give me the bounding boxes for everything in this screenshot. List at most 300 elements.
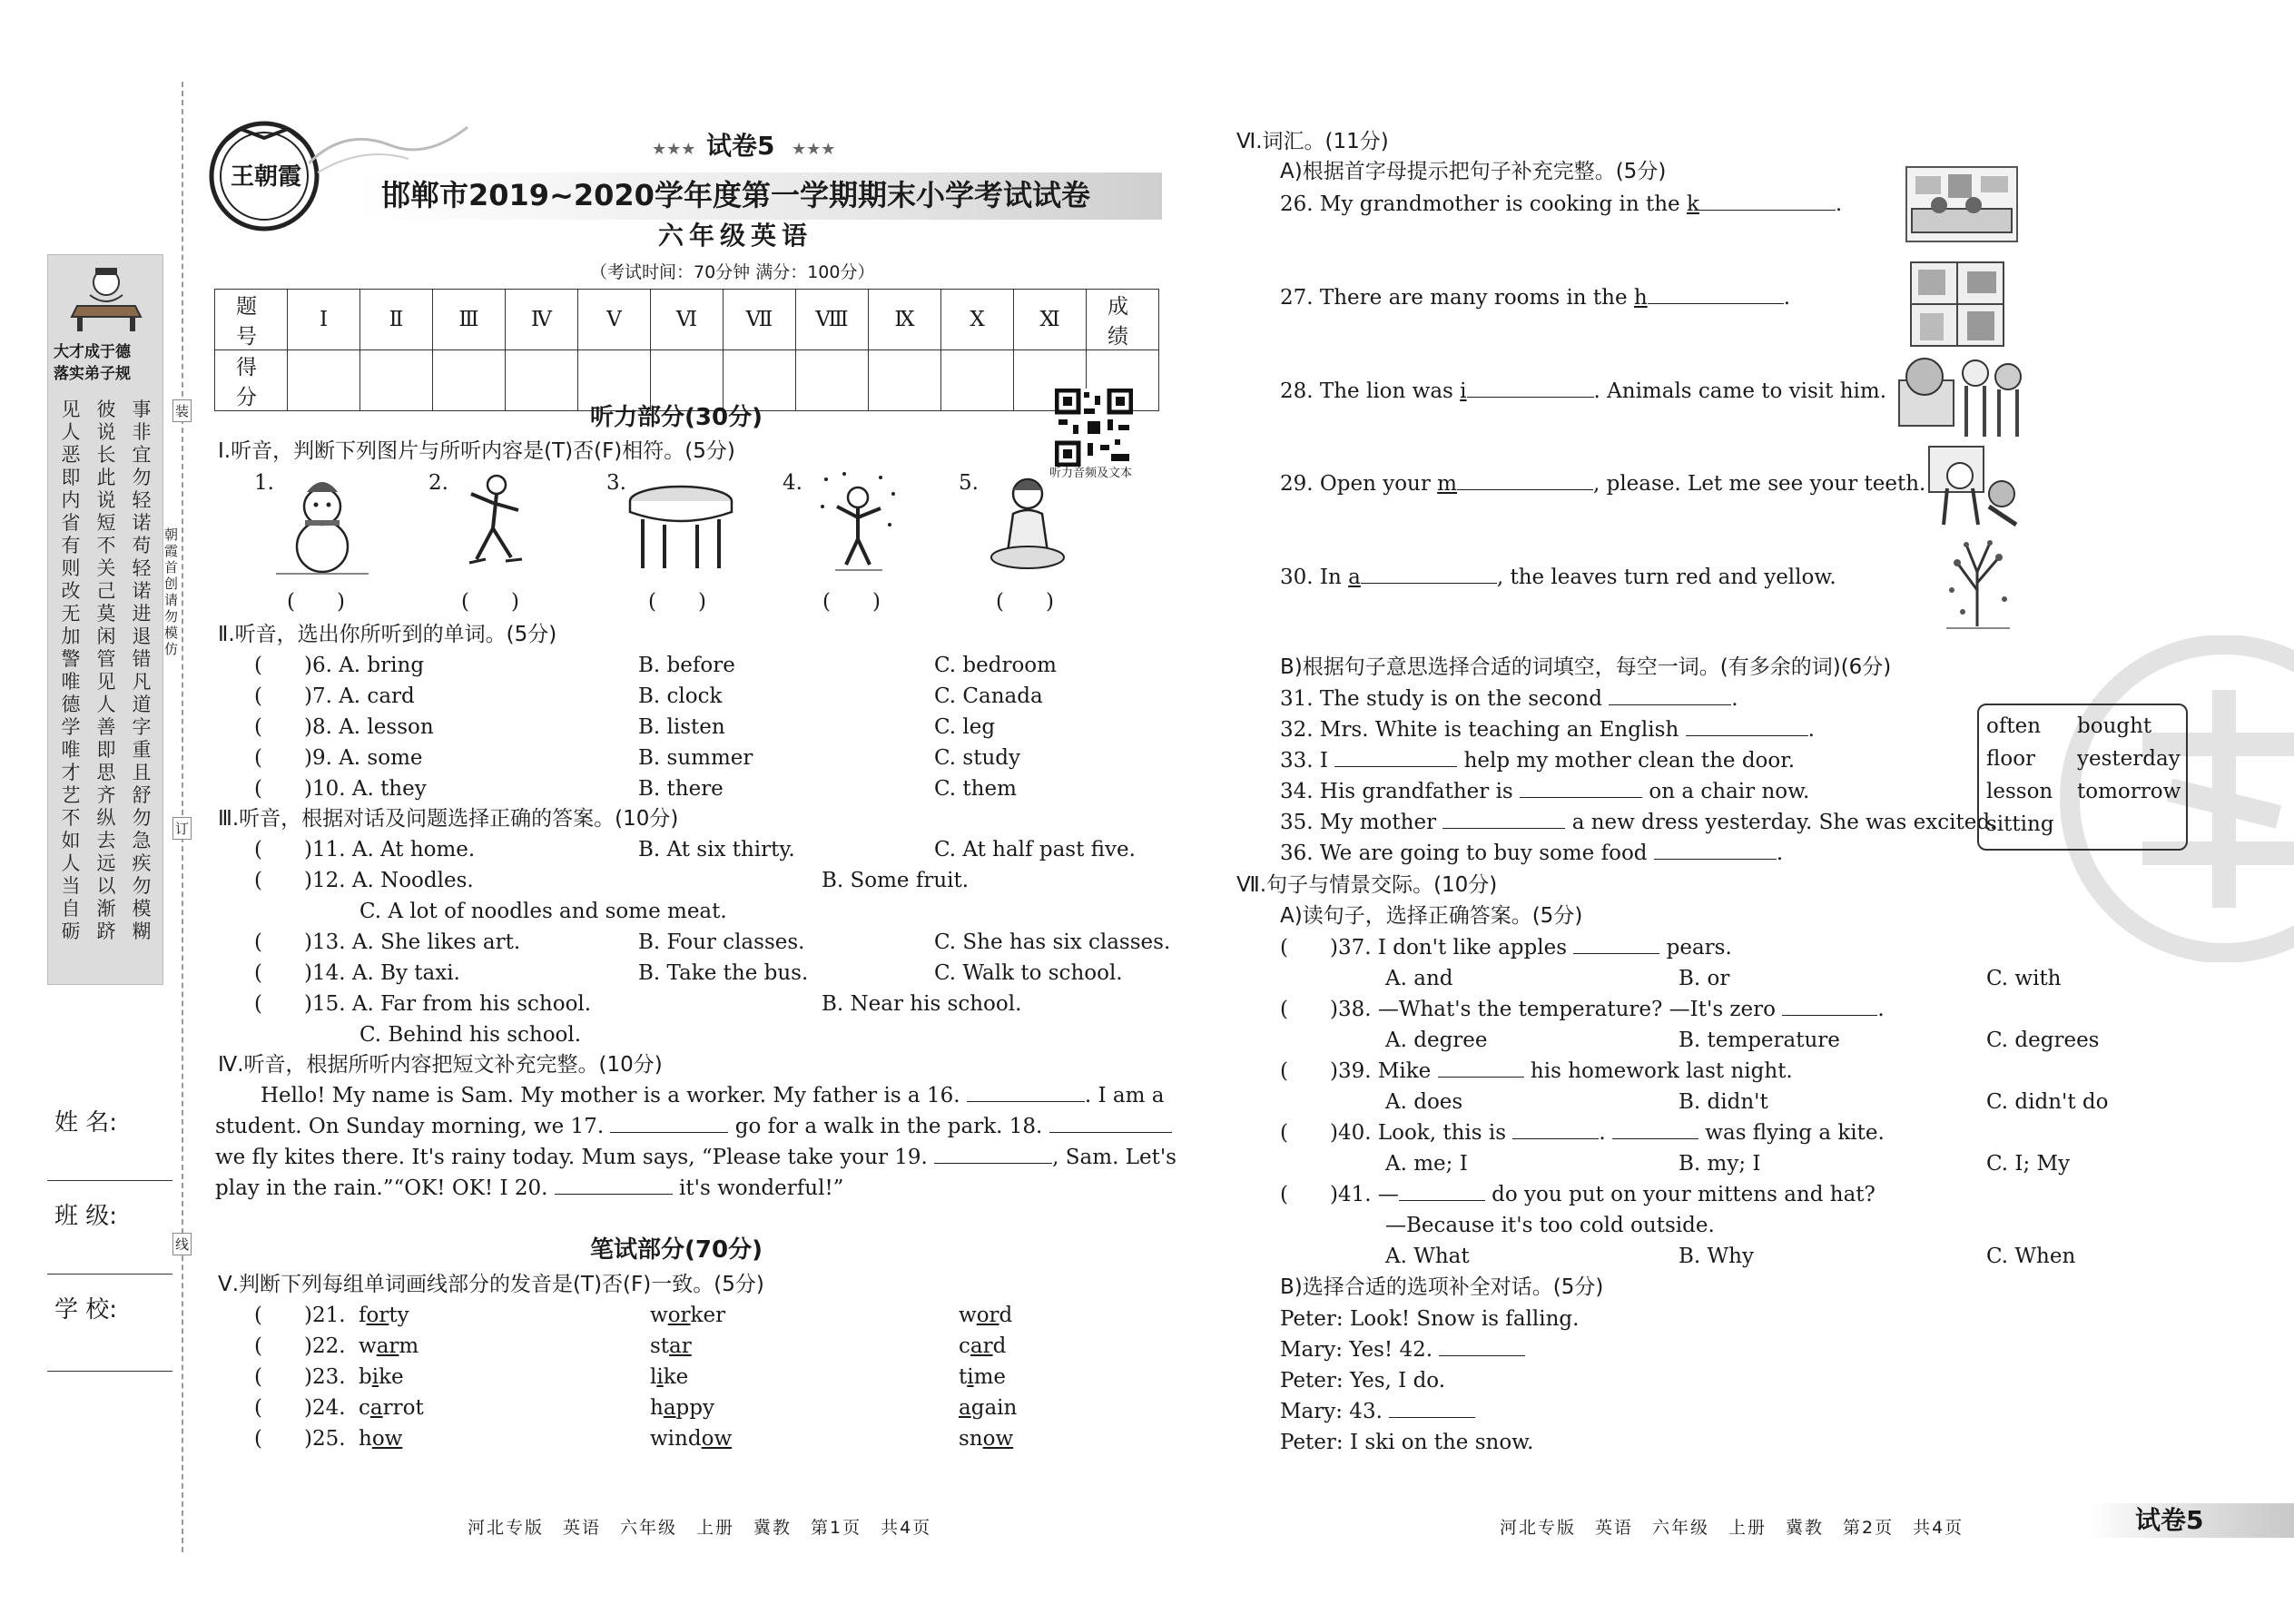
q41-end: do you put on your mittens and hat?: [1492, 1183, 1876, 1206]
q13-option-c: C. She has six classes.: [934, 930, 1171, 954]
score-header-cell: Ⅷ: [796, 290, 869, 350]
dialogue-line-2: [1280, 1336, 1525, 1363]
blank-40a[interactable]: [1512, 1119, 1599, 1139]
q31-end: .: [1731, 687, 1738, 711]
underlined-part: a: [369, 1396, 383, 1420]
name-line[interactable]: [47, 1180, 172, 1181]
word-part: d: [999, 1304, 1013, 1327]
motto-column-3: 事非宜勿轻诺苟轻诺进退错凡道字重且舒勿急疾勿模糊: [132, 399, 152, 942]
motto-column-1: 见人恶即内省有则改无加警唯德学唯才艺不如人当自砺: [61, 399, 81, 942]
passage-line-1: [261, 1082, 1164, 1109]
phonics-word-3: [959, 1425, 1013, 1452]
dialogue-line-3: Peter: Yes, I do.: [1280, 1369, 1446, 1393]
q41-option-b: B. Why: [1679, 1245, 1754, 1268]
section-4-title: Ⅳ.听音，根据所听内容把短文补充完整。(10分): [218, 1053, 663, 1077]
q10-option-b: B. there: [638, 777, 724, 801]
logo-text: 王朝霞: [231, 163, 302, 191]
score-table-score-row: [215, 350, 1159, 411]
q36-text: 36. We are going to buy some food: [1280, 842, 1648, 865]
word-part: st: [650, 1334, 670, 1358]
word: [959, 1365, 1006, 1389]
q14-option-c: C. Walk to school.: [934, 961, 1123, 985]
answer-paren-4[interactable]: ( ): [822, 590, 881, 614]
exam-subtitle: 六年级英语: [658, 221, 813, 251]
q35-text: 35. My mother: [1280, 811, 1437, 834]
q36: [1280, 840, 1783, 867]
word-part: w: [359, 1334, 377, 1358]
score-cell[interactable]: [724, 350, 796, 411]
q9-option-b: B. summer: [638, 746, 753, 770]
phonics-word-3: [959, 1333, 1006, 1360]
word-part: me: [973, 1365, 1007, 1389]
blank-20[interactable]: [555, 1175, 673, 1195]
score-cell[interactable]: [433, 350, 506, 411]
stars-right: ★★★: [792, 140, 836, 159]
q7-option-c: C. Canada: [934, 684, 1043, 708]
phonics-question-number[interactable]: ( )21.: [254, 1304, 346, 1327]
q26-end: .: [1835, 192, 1843, 216]
dialogue-line-4: [1280, 1398, 1475, 1425]
q31: [1280, 685, 1738, 713]
paper-number: 试卷5: [706, 131, 775, 161]
passage-text: go for a walk in the park. 18.: [734, 1115, 1043, 1138]
word-part: ppy: [675, 1396, 714, 1420]
score-cell[interactable]: [869, 350, 941, 411]
word-part: ke: [379, 1365, 404, 1389]
q11-option-c: C. At half past five.: [934, 838, 1136, 861]
phonics-question-number[interactable]: ( )24.: [254, 1396, 346, 1420]
picture-number-1: 1.: [254, 471, 274, 495]
word-part: c: [359, 1396, 370, 1420]
score-header-cell: Ⅺ: [1014, 290, 1087, 350]
score-table: [214, 289, 1159, 411]
score-cell[interactable]: [288, 350, 360, 411]
footer-paper-tag: 试卷5: [2135, 1505, 2204, 1535]
q34-text: 34. His grandfather is: [1280, 780, 1513, 803]
slogan-1: 大才成于德: [54, 343, 131, 361]
q27-end: .: [1783, 286, 1791, 310]
q14-option-b: B. Take the bus.: [638, 961, 809, 985]
answer-paren-5[interactable]: ( ): [996, 590, 1054, 614]
section-6-title: Ⅵ.词汇。(11分): [1236, 130, 1389, 153]
ribbon-decoration: [309, 109, 472, 182]
score-header-cell: Ⅸ: [869, 290, 941, 350]
q38-option-a: A. degree: [1385, 1029, 1488, 1052]
word-option: bought: [2077, 714, 2152, 738]
passage-line-4: [215, 1175, 843, 1202]
blank-28[interactable]: [1467, 378, 1594, 398]
dialogue-line-5: Peter: I ski on the snow.: [1280, 1431, 1534, 1454]
underlined-part: a: [663, 1396, 676, 1420]
answer-paren-2[interactable]: ( ): [461, 590, 519, 614]
underlined-part: i: [656, 1365, 664, 1389]
q32-text: 32. Mrs. White is teaching an English: [1280, 718, 1679, 742]
q26-text: 26. My grandmother is cooking in the: [1280, 192, 1687, 216]
q26: [1280, 191, 1842, 218]
score-cell[interactable]: [506, 350, 578, 411]
q15-option-c: C. Behind his school.: [359, 1023, 582, 1047]
q41-text: ( )41. —: [1280, 1183, 1399, 1206]
q34-end: on a chair now.: [1649, 780, 1810, 803]
name-label: 姓 名:: [54, 1109, 118, 1137]
q33-text: 33. I: [1280, 749, 1328, 773]
underlined-part: or: [976, 1304, 999, 1327]
q30: [1280, 564, 1836, 591]
q32: [1280, 716, 1815, 743]
word-part: c: [959, 1334, 970, 1358]
underlined-part: ow: [701, 1427, 733, 1451]
word-option: tomorrow: [2077, 780, 2181, 803]
underlined-part: a: [959, 1396, 971, 1420]
q10-option-c: C. them: [934, 777, 1017, 801]
score-header-cell: Ⅳ: [506, 290, 578, 350]
score-header-cell: Ⅰ: [288, 290, 360, 350]
word-part: ker: [690, 1304, 726, 1327]
section-5-title: Ⅴ.判断下列每组单词画线部分的发音是(T)否(F)一致。(5分): [218, 1273, 764, 1296]
score-cell[interactable]: [651, 350, 724, 411]
picture-number-2: 2.: [428, 471, 448, 495]
word-part: h: [650, 1396, 664, 1420]
school-label: 学 校:: [54, 1296, 118, 1324]
score-cell[interactable]: [796, 350, 869, 411]
section-7-title: Ⅶ.句子与情景交际。(10分): [1236, 873, 1498, 897]
section-1-title: Ⅰ.听音，判断下列图片与所听内容是(T)否(F)相符。(5分): [218, 439, 735, 463]
q37-option-c: C. with: [1986, 967, 2062, 990]
phonics-word-1: [359, 1333, 418, 1360]
q37-option-a: A. and: [1385, 967, 1453, 990]
picture-number-5: 5.: [959, 471, 979, 495]
q28: [1280, 378, 1886, 405]
section-7b-title: B)选择合适的选项补全对话。(5分): [1280, 1275, 1604, 1299]
word-option: yesterday: [2077, 747, 2181, 771]
word: [959, 1396, 1017, 1420]
q15-option-a: ( )15. A. Far from his school.: [254, 992, 592, 1016]
score-table-header-row: [215, 290, 1159, 350]
answer-paren-1[interactable]: ( ): [287, 590, 345, 614]
passage-text: , Sam. Let's: [1052, 1146, 1177, 1169]
passage-text: it's wonderful!”: [679, 1176, 844, 1200]
blank-43[interactable]: [1389, 1398, 1475, 1418]
passage-text: Hello! My name is Sam. My mother is a worker. My father is a 16.: [261, 1084, 960, 1107]
q10-option-a: ( )10. A. they: [254, 777, 427, 801]
phonics-word-2: [650, 1425, 732, 1452]
underlined-part: or: [667, 1304, 691, 1327]
q38-option-c: C. degrees: [1986, 1029, 2100, 1052]
q37-end: pears.: [1666, 936, 1732, 960]
score-cell[interactable]: [578, 350, 651, 411]
q29-text: 29. Open your: [1280, 472, 1438, 496]
score-header-cell: 题 号: [215, 290, 288, 350]
word-part: b: [359, 1365, 372, 1389]
q6-option-c: C. bedroom: [934, 654, 1057, 677]
section-7a-title: A)读句子，选择正确答案。(5分): [1280, 904, 1583, 928]
word-part: h: [359, 1427, 372, 1451]
blank-32[interactable]: [1686, 716, 1808, 736]
q41-reply: —Because it's too cold outside.: [1385, 1214, 1715, 1237]
section-3-title: Ⅲ.听音，根据对话及问题选择正确的答案。(10分): [218, 807, 679, 831]
binding-label-1: 装: [172, 399, 192, 422]
q38-end: .: [1877, 998, 1885, 1021]
q31-text: 31. The study is on the second: [1280, 687, 1602, 711]
footer-left: 河北专版 英语 六年级 上册 冀教 第1页 共4页: [468, 1518, 932, 1538]
q29-hint: m: [1437, 472, 1457, 496]
q32-end: .: [1807, 718, 1815, 742]
blank-39[interactable]: [1438, 1058, 1524, 1078]
word-part: ty: [389, 1304, 409, 1327]
word-part: w: [959, 1304, 977, 1327]
q41-option-c: C. When: [1986, 1245, 2076, 1268]
word-option: lesson: [1986, 780, 2053, 803]
blank-35[interactable]: [1442, 809, 1565, 829]
q30-end: , the leaves turn red and yellow.: [1496, 566, 1836, 589]
dialogue-line-1: Peter: Look! Snow is falling.: [1280, 1307, 1580, 1331]
score-header-cell: Ⅶ: [724, 290, 796, 350]
picture-number-3: 3.: [606, 471, 626, 495]
skater-picture: [458, 472, 531, 576]
q35-end: a new dress yesterday. She was excited.: [1571, 811, 1997, 834]
q9-option-c: C. study: [934, 746, 1020, 770]
q39-text: ( )39. Mike: [1280, 1059, 1432, 1083]
blank-19[interactable]: [934, 1144, 1052, 1164]
lion-animals-picture: [1894, 349, 2030, 445]
q8-option-b: B. listen: [638, 715, 725, 739]
q39-option-c: C. didn't do: [1986, 1090, 2109, 1114]
score-row-label: 得 分: [215, 350, 288, 411]
binding-label-2: 订: [172, 817, 192, 840]
word-option: sitting: [1986, 812, 2054, 836]
word-part: rrot: [382, 1396, 424, 1420]
blank-31[interactable]: [1609, 685, 1731, 705]
phonics-word-3: [959, 1302, 1012, 1329]
blank-36[interactable]: [1654, 840, 1777, 860]
class-line[interactable]: [47, 1274, 172, 1275]
word: [650, 1334, 692, 1358]
score-header-cell: Ⅱ: [360, 290, 433, 350]
word-option: often: [1986, 714, 2042, 738]
blank-26[interactable]: [1699, 191, 1836, 211]
q28-hint: i: [1460, 379, 1467, 403]
word: [650, 1304, 725, 1327]
word: [359, 1334, 418, 1358]
binding-label-3: 线: [172, 1233, 192, 1255]
passage-line-2: [215, 1113, 1172, 1140]
phonics-question-number[interactable]: ( )25.: [254, 1427, 346, 1451]
q33-end: help my mother clean the door.: [1463, 749, 1796, 773]
phonics-word-1: [359, 1302, 409, 1329]
underlined-part: i: [967, 1365, 974, 1389]
exam-title: 邯郸市2019~2020学年度第一学期期末小学考试试卷: [381, 178, 1090, 212]
q38-option-b: B. temperature: [1679, 1029, 1840, 1052]
dentist-picture: [1925, 443, 2025, 529]
q40-option-c: C. I; My: [1986, 1152, 2071, 1176]
word-part: wind: [650, 1427, 702, 1451]
underlined-part: i: [371, 1365, 379, 1389]
q8-option-a: ( )8. A. lesson: [254, 715, 434, 739]
blank-42[interactable]: [1439, 1336, 1525, 1356]
q39-option-b: B. didn't: [1679, 1090, 1768, 1114]
scholar-illustration: [64, 262, 148, 335]
autumn-tree-picture: [1939, 536, 2016, 631]
word-part: ke: [663, 1365, 689, 1389]
blank-30[interactable]: [1361, 564, 1497, 584]
blank-34[interactable]: [1520, 778, 1642, 798]
section-6b-title: B)根据句子意思选择合适的词填空，每空一词。(有多余的词)(6分): [1280, 655, 1892, 679]
kitchen-picture: [1903, 163, 2021, 245]
q40-mid: .: [1599, 1121, 1606, 1145]
underlined-part: or: [366, 1304, 389, 1327]
blank-27[interactable]: [1648, 284, 1784, 304]
phonics-question-number[interactable]: ( )23.: [254, 1365, 346, 1389]
q13-option-b: B. Four classes.: [638, 930, 805, 954]
q41-option-a: A. What: [1385, 1245, 1470, 1268]
dialogue-text: Mary: Yes! 42.: [1280, 1338, 1433, 1362]
q12-option-a: ( )12. A. Noodles.: [254, 869, 474, 892]
q11-option-b: B. At six thirty.: [638, 838, 795, 861]
passage-text: . I am a: [1084, 1084, 1165, 1107]
blank-37[interactable]: [1573, 934, 1659, 954]
q37-text: ( )37. I don't like apples: [1280, 936, 1567, 960]
q29: [1280, 470, 1925, 497]
dialogue-text: Mary: 43.: [1280, 1400, 1383, 1423]
round-table-picture: [626, 481, 735, 572]
house-picture: [1907, 259, 2007, 349]
listening-heading: 听力部分(30分): [590, 404, 763, 431]
q30-text: 30. In: [1280, 566, 1349, 589]
phonics-word-2: [650, 1333, 692, 1360]
passage-text: student. On Sunday morning, we 17.: [215, 1115, 605, 1138]
word: [959, 1427, 1013, 1451]
q40-option-b: B. my; I: [1679, 1152, 1761, 1176]
word-part: t: [959, 1365, 968, 1389]
q26-hint: k: [1686, 192, 1699, 216]
phonics-word-1: [359, 1425, 402, 1452]
phonics-word-1: [359, 1363, 404, 1391]
phonics-question-number[interactable]: ( )22.: [254, 1334, 346, 1358]
word: [359, 1304, 409, 1327]
word-part: m: [399, 1334, 419, 1358]
phonics-word-3: [959, 1394, 1017, 1422]
word-bank: [1977, 704, 2188, 851]
q29-end: , please. Let me see your teeth.: [1592, 472, 1926, 496]
score-header-cell: Ⅹ: [941, 290, 1014, 350]
q12-option-b: B. Some fruit.: [822, 869, 970, 892]
word: [650, 1396, 714, 1420]
word-part: w: [650, 1304, 668, 1327]
blank-38[interactable]: [1782, 996, 1877, 1016]
word-part: f: [359, 1304, 367, 1327]
score-header-cell: Ⅴ: [578, 290, 651, 350]
q39: [1280, 1058, 1793, 1085]
phonics-word-2: [650, 1394, 714, 1422]
q11-option-a: ( )11. A. At home.: [254, 838, 476, 861]
slogan-2: 落实弟子规: [54, 365, 131, 383]
q34: [1280, 778, 1809, 805]
q38: [1280, 996, 1885, 1023]
word: [650, 1427, 732, 1451]
q12-option-c: C. A lot of noodles and some meat.: [359, 900, 727, 923]
girl-washing-picture: [982, 470, 1073, 575]
section-2-title: Ⅱ.听音，选出你所听到的单词。(5分): [218, 623, 557, 646]
blank-41[interactable]: [1399, 1181, 1485, 1201]
blank-29[interactable]: [1457, 470, 1593, 490]
blank-17[interactable]: [610, 1113, 728, 1133]
phonics-word-2: [650, 1302, 725, 1329]
underlined-part: ar: [669, 1334, 692, 1358]
blank-16[interactable]: [967, 1082, 1085, 1102]
q7-option-b: B. clock: [638, 684, 723, 708]
q27-hint: h: [1633, 286, 1648, 310]
footer-right: 河北专版 英语 六年级 上册 冀教 第2页 共4页: [1500, 1518, 1964, 1538]
q40-text: ( )40. Look, this is: [1280, 1121, 1507, 1145]
word-part: d: [992, 1334, 1007, 1358]
q40-end: was flying a kite.: [1705, 1121, 1885, 1145]
q39-end: his homework last night.: [1530, 1059, 1793, 1083]
word: [359, 1427, 402, 1451]
motto-column-2: 彼说长此说短不关己莫闲管见人善即思齐纵去远以渐跻: [96, 399, 116, 942]
passage-line-3: [215, 1144, 1177, 1171]
q35: [1280, 809, 1996, 836]
word-part: l: [650, 1365, 657, 1389]
word: [650, 1365, 688, 1389]
phonics-word-3: [959, 1363, 1006, 1391]
answer-paren-3[interactable]: ( ): [648, 590, 706, 614]
underlined-part: ar: [376, 1334, 399, 1358]
school-line[interactable]: [47, 1371, 172, 1372]
qr-code[interactable]: [1055, 389, 1133, 467]
q15-option-b: B. Near his school.: [822, 992, 1022, 1016]
qr-caption: 听力音频及文本: [1049, 467, 1133, 480]
word: [359, 1365, 404, 1389]
blank-33[interactable]: [1334, 747, 1457, 767]
score-header-cell: Ⅵ: [651, 290, 724, 350]
snowman-picture: [272, 472, 372, 576]
stars-left: ★★★: [652, 140, 696, 159]
word: [959, 1334, 1006, 1358]
q8-option-c: C. leg: [934, 715, 996, 739]
passage-text: play in the rain.”“OK! OK! I 20.: [215, 1176, 548, 1200]
q37-option-b: B. or: [1679, 967, 1730, 990]
word-part: gain: [970, 1396, 1018, 1420]
blank-18[interactable]: [1049, 1113, 1172, 1133]
q9-option-a: ( )9. A. some: [254, 746, 423, 770]
q14-option-a: ( )14. A. By taxi.: [254, 961, 460, 985]
rain-boy-picture: [817, 470, 899, 575]
q13-option-a: ( )13. A. She likes art.: [254, 930, 521, 954]
underlined-part: ow: [371, 1427, 403, 1451]
blank-40b[interactable]: [1612, 1119, 1698, 1139]
word-part: sn: [959, 1427, 983, 1451]
score-cell[interactable]: [360, 350, 433, 411]
q27-text: 27. There are many rooms in the: [1280, 286, 1634, 310]
score-cell[interactable]: [941, 350, 1014, 411]
underlined-part: ow: [982, 1427, 1014, 1451]
q33: [1280, 747, 1795, 774]
exam-info: （考试时间：70分钟 满分：100分）: [590, 262, 875, 282]
score-header-cell: 成 绩: [1087, 290, 1159, 350]
q28-end: . Animals came to visit him.: [1593, 379, 1887, 403]
underlined-part: ar: [970, 1334, 993, 1358]
word: [959, 1304, 1012, 1327]
q40: [1280, 1119, 1885, 1147]
q39-option-a: A. does: [1385, 1090, 1463, 1114]
word-option: floor: [1986, 747, 2036, 771]
q6-option-b: B. before: [638, 654, 735, 677]
phonics-word-2: [650, 1363, 688, 1391]
q6-option-a: ( )6. A. bring: [254, 654, 425, 677]
sidebar-strip: [47, 254, 163, 985]
word: [359, 1396, 424, 1420]
q27: [1280, 284, 1790, 311]
